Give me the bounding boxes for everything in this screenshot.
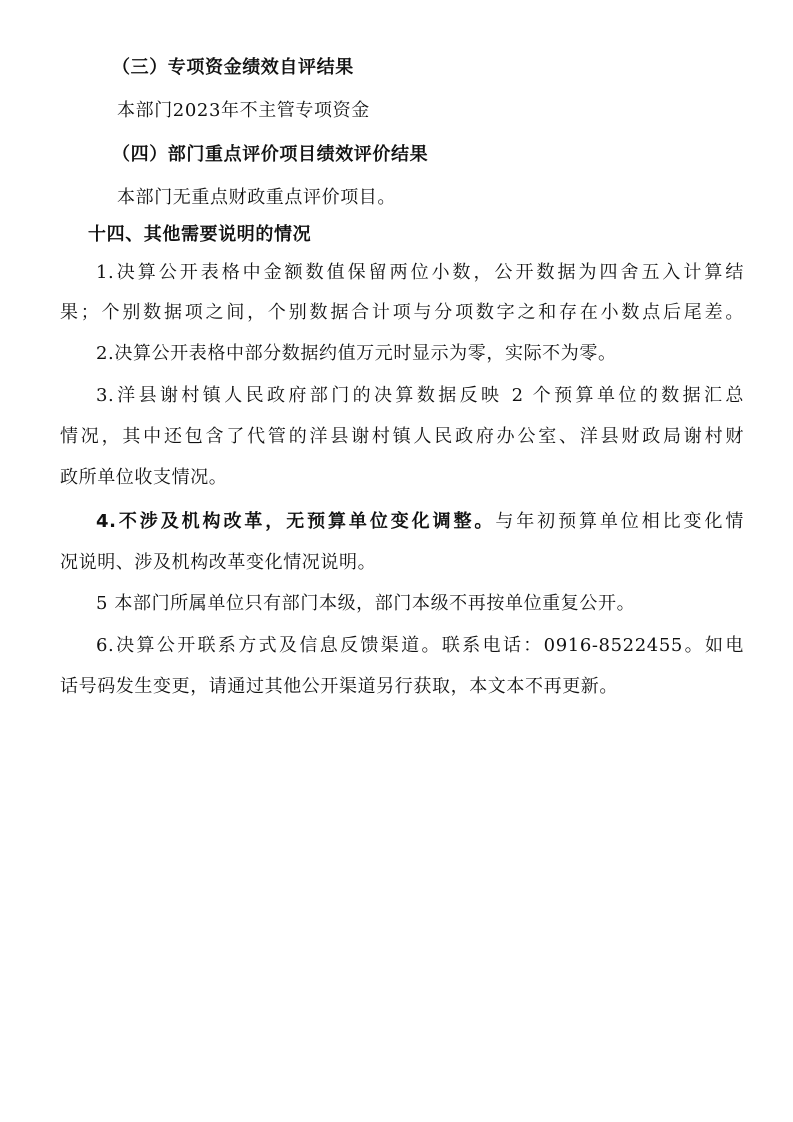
item-4-rest: 与年初预算单位相比变化情 (495, 511, 744, 532)
item-4-line-2: 况说明、涉及机构改革变化情况说明。 (60, 552, 377, 573)
section-3-body: 本部门2023年不主管专项资金 (117, 100, 370, 121)
item-3-line-3: 政所单位收支情况。 (60, 467, 228, 488)
section-14-heading: 十四、其他需要说明的情况 (88, 224, 312, 245)
section-3-heading: （三）专项资金绩效自评结果 (112, 57, 354, 78)
item-6-line-1: 6.决算公开联系方式及信息反馈渠道。联系电话：0916-8522455。如电 (96, 635, 744, 656)
item-1-line-1: 1.决算公开表格中金额数值保留两位小数，公开数据为四舍五入计算结 (96, 262, 744, 283)
item-2-line-1: 2.决算公开表格中部分数据约值万元时显示为零，实际不为零。 (96, 343, 617, 364)
item-5-line-1: 5 本部门所属单位只有部门本级，部门本级不再按单位重复公开。 (96, 593, 636, 614)
item-4-line-1 (96, 510, 744, 534)
item-1-line-2: 果；个别数据项之间，个别数据合计项与分项数字之和存在小数点后尾差。 (60, 302, 744, 323)
section-4-body: 本部门无重点财政重点评价项目。 (117, 187, 396, 208)
item-3-line-2: 情况，其中还包含了代管的洋县谢村镇人民政府办公室、洋县财政局谢村财 (60, 426, 744, 447)
item-6-line-2: 话号码发生变更，请通过其他公开渠道另行获取，本文本不再更新。 (60, 676, 618, 697)
item-3-line-1: 3.洋县谢村镇人民政府部门的决算数据反映 2 个预算单位的数据汇总 (96, 385, 744, 406)
section-4-heading: （四）部门重点评价项目绩效评价结果 (112, 144, 429, 165)
item-4-bold-lead: 4.不涉及机构改革，无预算单位变化调整。 (96, 511, 496, 532)
